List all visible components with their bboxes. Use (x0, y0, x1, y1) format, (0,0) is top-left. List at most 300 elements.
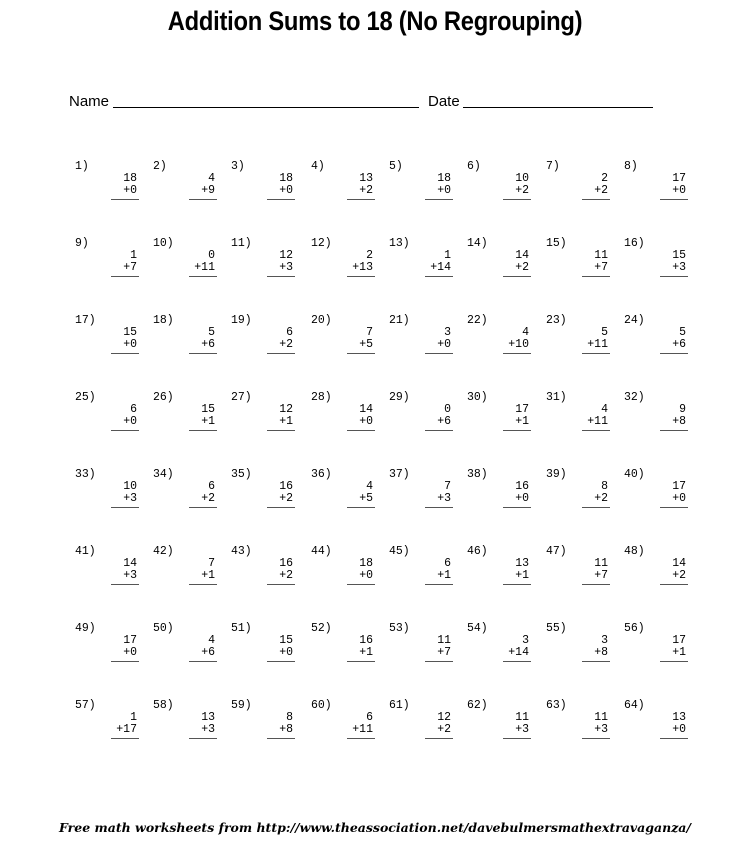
addend-bottom: +1 (437, 569, 451, 582)
addend-bottom: +14 (430, 261, 451, 274)
answer-line[interactable] (582, 738, 610, 739)
addend-bottom: +0 (123, 338, 137, 351)
problem-21 (389, 315, 459, 375)
addend-top: 13 (515, 557, 529, 570)
answer-line[interactable] (425, 738, 453, 739)
problem-24 (624, 315, 694, 375)
answer-line[interactable] (503, 738, 531, 739)
problem-number: 57) (75, 699, 96, 712)
answer-line[interactable] (347, 661, 375, 662)
addend-top: 18 (359, 557, 373, 570)
addend-top: 14 (359, 403, 373, 416)
addend-top: 17 (515, 403, 529, 416)
answer-line[interactable] (582, 430, 610, 431)
answer-line[interactable] (267, 430, 295, 431)
worksheet-title: Addition Sums to 18 (No Regrouping) (167, 6, 583, 36)
problem-57 (75, 700, 145, 760)
answer-line[interactable] (582, 661, 610, 662)
answer-line[interactable] (660, 507, 688, 508)
answer-line[interactable] (347, 353, 375, 354)
problem-number: 60) (311, 699, 332, 712)
addend-bottom: +1 (201, 569, 215, 582)
problem-37 (389, 469, 459, 529)
problem-number: 1) (75, 160, 89, 173)
addend-bottom: +8 (672, 415, 686, 428)
problem-number: 24) (624, 314, 645, 327)
problem-number: 47) (546, 545, 567, 558)
name-field-line[interactable] (113, 107, 419, 108)
addend-top: 1 (444, 249, 451, 262)
problem-60 (311, 700, 381, 760)
addend-top: 2 (601, 172, 608, 185)
problem-number: 34) (153, 468, 174, 481)
addend-bottom: +1 (515, 569, 529, 582)
addend-bottom: +3 (437, 492, 451, 505)
problem-47 (546, 546, 616, 606)
answer-line[interactable] (425, 584, 453, 585)
problem-number: 39) (546, 468, 567, 481)
problem-38 (467, 469, 537, 529)
addend-bottom: +0 (437, 184, 451, 197)
addend-top: 17 (672, 480, 686, 493)
problem-number: 46) (467, 545, 488, 558)
addend-bottom: +11 (194, 261, 215, 274)
problem-51 (231, 623, 301, 683)
addend-top: 7 (444, 480, 451, 493)
problem-number: 56) (624, 622, 645, 635)
problem-number: 18) (153, 314, 174, 327)
addend-top: 11 (594, 557, 608, 570)
addend-top: 16 (359, 634, 373, 647)
addend-bottom: +5 (359, 492, 373, 505)
answer-line[interactable] (111, 199, 139, 200)
addend-top: 18 (279, 172, 293, 185)
problem-1 (75, 161, 145, 221)
addend-bottom: +0 (672, 723, 686, 736)
addend-bottom: +7 (594, 569, 608, 582)
answer-line[interactable] (347, 738, 375, 739)
answer-line[interactable] (660, 199, 688, 200)
addend-top: 6 (444, 557, 451, 570)
problem-17 (75, 315, 145, 375)
problem-15 (546, 238, 616, 298)
answer-line[interactable] (503, 661, 531, 662)
addend-bottom: +8 (594, 646, 608, 659)
date-field-line[interactable] (463, 107, 653, 108)
problem-46 (467, 546, 537, 606)
problem-number: 64) (624, 699, 645, 712)
answer-line[interactable] (582, 353, 610, 354)
addend-bottom: +11 (587, 338, 608, 351)
problem-number: 43) (231, 545, 252, 558)
problem-36 (311, 469, 381, 529)
addend-bottom: +2 (279, 492, 293, 505)
addend-bottom: +0 (359, 569, 373, 582)
problem-34 (153, 469, 223, 529)
problem-56 (624, 623, 694, 683)
addend-bottom: +0 (123, 646, 137, 659)
addend-top: 8 (286, 711, 293, 724)
date-label: Date (428, 93, 460, 110)
problem-number: 50) (153, 622, 174, 635)
answer-line[interactable] (111, 353, 139, 354)
answer-line[interactable] (425, 276, 453, 277)
answer-line[interactable] (267, 661, 295, 662)
addend-top: 3 (601, 634, 608, 647)
addend-bottom: +6 (672, 338, 686, 351)
name-label: Name (69, 93, 110, 110)
problem-44 (311, 546, 381, 606)
addend-top: 6 (286, 326, 293, 339)
addend-top: 5 (601, 326, 608, 339)
problem-28 (311, 392, 381, 452)
problem-6 (467, 161, 537, 221)
problem-number: 36) (311, 468, 332, 481)
answer-line[interactable] (267, 584, 295, 585)
problem-23 (546, 315, 616, 375)
problem-number: 20) (311, 314, 332, 327)
addend-top: 11 (594, 711, 608, 724)
problem-number: 58) (153, 699, 174, 712)
addend-top: 12 (279, 403, 293, 416)
problem-10 (153, 238, 223, 298)
addend-bottom: +6 (437, 415, 451, 428)
addend-bottom: +1 (359, 646, 373, 659)
addend-top: 18 (123, 172, 137, 185)
addend-bottom: +3 (123, 492, 137, 505)
problem-number: 16) (624, 237, 645, 250)
problem-number: 2) (153, 160, 167, 173)
addend-bottom: +2 (201, 492, 215, 505)
addend-top: 2 (366, 249, 373, 262)
problem-62 (467, 700, 537, 760)
problem-16 (624, 238, 694, 298)
addend-top: 12 (437, 711, 451, 724)
addend-top: 10 (515, 172, 529, 185)
problem-39 (546, 469, 616, 529)
addend-bottom: +0 (123, 184, 137, 197)
addend-top: 6 (208, 480, 215, 493)
answer-line[interactable] (660, 661, 688, 662)
addend-bottom: +7 (123, 261, 137, 274)
addend-bottom: +2 (672, 569, 686, 582)
answer-line[interactable] (582, 199, 610, 200)
problem-number: 17) (75, 314, 96, 327)
problem-number: 37) (389, 468, 410, 481)
answer-line[interactable] (111, 430, 139, 431)
addend-top: 16 (279, 480, 293, 493)
answer-line[interactable] (503, 199, 531, 200)
problem-54 (467, 623, 537, 683)
addend-top: 14 (123, 557, 137, 570)
problem-25 (75, 392, 145, 452)
answer-line[interactable] (189, 199, 217, 200)
problem-number: 22) (467, 314, 488, 327)
answer-line[interactable] (347, 199, 375, 200)
problem-number: 33) (75, 468, 96, 481)
problem-number: 61) (389, 699, 410, 712)
addend-bottom: +11 (587, 415, 608, 428)
answer-line[interactable] (189, 276, 217, 277)
addend-bottom: +0 (672, 184, 686, 197)
addend-bottom: +3 (201, 723, 215, 736)
addend-bottom: +14 (508, 646, 529, 659)
problem-42 (153, 546, 223, 606)
addend-bottom: +1 (279, 415, 293, 428)
answer-line[interactable] (267, 353, 295, 354)
footer-credit: Free math worksheets from http://www.theassociation.net/davebulmersmathextravaganza/ (59, 820, 691, 835)
problem-number: 62) (467, 699, 488, 712)
problem-50 (153, 623, 223, 683)
addend-top: 11 (594, 249, 608, 262)
answer-line[interactable] (111, 276, 139, 277)
addend-top: 4 (208, 172, 215, 185)
addend-top: 4 (208, 634, 215, 647)
addend-bottom: +2 (515, 261, 529, 274)
addend-top: 13 (672, 711, 686, 724)
problem-14 (467, 238, 537, 298)
answer-line[interactable] (347, 584, 375, 585)
addend-bottom: +11 (352, 723, 373, 736)
problem-number: 41) (75, 545, 96, 558)
problem-number: 32) (624, 391, 645, 404)
addend-bottom: +1 (201, 415, 215, 428)
addend-bottom: +0 (279, 646, 293, 659)
addend-top: 5 (679, 326, 686, 339)
answer-line[interactable] (425, 661, 453, 662)
answer-line[interactable] (503, 353, 531, 354)
addend-top: 6 (130, 403, 137, 416)
problem-number: 28) (311, 391, 332, 404)
problem-32 (624, 392, 694, 452)
problem-53 (389, 623, 459, 683)
problem-26 (153, 392, 223, 452)
answer-line[interactable] (111, 584, 139, 585)
problem-number: 49) (75, 622, 96, 635)
addend-bottom: +3 (672, 261, 686, 274)
addend-bottom: +3 (279, 261, 293, 274)
problem-number: 14) (467, 237, 488, 250)
addend-top: 11 (437, 634, 451, 647)
answer-line[interactable] (189, 430, 217, 431)
problem-5 (389, 161, 459, 221)
answer-line[interactable] (189, 353, 217, 354)
problem-number: 55) (546, 622, 567, 635)
addend-top: 4 (366, 480, 373, 493)
problem-55 (546, 623, 616, 683)
answer-line[interactable] (582, 507, 610, 508)
problem-2 (153, 161, 223, 221)
answer-line[interactable] (425, 353, 453, 354)
problem-49 (75, 623, 145, 683)
problem-number: 8) (624, 160, 638, 173)
addend-bottom: +2 (515, 184, 529, 197)
answer-line[interactable] (267, 199, 295, 200)
problem-number: 23) (546, 314, 567, 327)
answer-line[interactable] (189, 507, 217, 508)
addend-top: 15 (123, 326, 137, 339)
answer-line[interactable] (425, 199, 453, 200)
problem-number: 54) (467, 622, 488, 635)
addend-bottom: +10 (508, 338, 529, 351)
problem-number: 4) (311, 160, 325, 173)
addend-top: 15 (279, 634, 293, 647)
answer-line[interactable] (111, 661, 139, 662)
addend-bottom: +2 (437, 723, 451, 736)
problem-number: 52) (311, 622, 332, 635)
addend-top: 10 (123, 480, 137, 493)
problem-59 (231, 700, 301, 760)
addend-bottom: +2 (279, 338, 293, 351)
problem-number: 48) (624, 545, 645, 558)
addend-bottom: +0 (279, 184, 293, 197)
problem-number: 59) (231, 699, 252, 712)
problem-number: 38) (467, 468, 488, 481)
answer-line[interactable] (660, 584, 688, 585)
problem-22 (467, 315, 537, 375)
answer-line[interactable] (503, 430, 531, 431)
problem-number: 13) (389, 237, 410, 250)
addend-top: 4 (522, 326, 529, 339)
problem-43 (231, 546, 301, 606)
answer-line[interactable] (347, 430, 375, 431)
answer-line[interactable] (425, 507, 453, 508)
addend-top: 5 (208, 326, 215, 339)
addend-top: 4 (601, 403, 608, 416)
problem-18 (153, 315, 223, 375)
answer-line[interactable] (189, 584, 217, 585)
addend-bottom: +17 (116, 723, 137, 736)
problem-64 (624, 700, 694, 760)
problem-number: 15) (546, 237, 567, 250)
answer-line[interactable] (660, 430, 688, 431)
answer-line[interactable] (267, 507, 295, 508)
addend-bottom: +3 (515, 723, 529, 736)
answer-line[interactable] (111, 507, 139, 508)
problem-41 (75, 546, 145, 606)
problem-number: 26) (153, 391, 174, 404)
problem-3 (231, 161, 301, 221)
problem-number: 5) (389, 160, 403, 173)
problem-number: 29) (389, 391, 410, 404)
answer-line[interactable] (267, 738, 295, 739)
addend-bottom: +1 (515, 415, 529, 428)
problem-number: 10) (153, 237, 174, 250)
problem-31 (546, 392, 616, 452)
addend-top: 17 (672, 172, 686, 185)
answer-line[interactable] (582, 276, 610, 277)
answer-line[interactable] (111, 738, 139, 739)
addend-top: 15 (672, 249, 686, 262)
addend-bottom: +3 (123, 569, 137, 582)
addend-top: 18 (437, 172, 451, 185)
addend-bottom: +0 (437, 338, 451, 351)
problem-52 (311, 623, 381, 683)
problem-number: 40) (624, 468, 645, 481)
problem-33 (75, 469, 145, 529)
problem-4 (311, 161, 381, 221)
addend-top: 13 (201, 711, 215, 724)
addend-bottom: +5 (359, 338, 373, 351)
problem-13 (389, 238, 459, 298)
problem-number: 44) (311, 545, 332, 558)
problem-12 (311, 238, 381, 298)
answer-line[interactable] (503, 584, 531, 585)
addend-top: 7 (366, 326, 373, 339)
problem-61 (389, 700, 459, 760)
problem-number: 25) (75, 391, 96, 404)
problem-number: 42) (153, 545, 174, 558)
answer-line[interactable] (503, 507, 531, 508)
addend-top: 1 (130, 711, 137, 724)
addend-bottom: +0 (359, 415, 373, 428)
problem-number: 12) (311, 237, 332, 250)
addend-top: 13 (359, 172, 373, 185)
addend-top: 8 (601, 480, 608, 493)
problem-11 (231, 238, 301, 298)
addend-top: 17 (672, 634, 686, 647)
answer-line[interactable] (189, 661, 217, 662)
addend-bottom: +0 (672, 492, 686, 505)
addend-top: 16 (515, 480, 529, 493)
problem-number: 63) (546, 699, 567, 712)
problem-number: 31) (546, 391, 567, 404)
addend-top: 1 (130, 249, 137, 262)
answer-line[interactable] (503, 276, 531, 277)
addend-top: 0 (444, 403, 451, 416)
problem-45 (389, 546, 459, 606)
addend-bottom: +7 (437, 646, 451, 659)
answer-line[interactable] (660, 738, 688, 739)
answer-line[interactable] (582, 584, 610, 585)
problem-number: 11) (231, 237, 252, 250)
addend-bottom: +8 (279, 723, 293, 736)
addend-top: 3 (444, 326, 451, 339)
problem-number: 7) (546, 160, 560, 173)
problem-number: 3) (231, 160, 245, 173)
addend-top: 14 (672, 557, 686, 570)
addend-top: 7 (208, 557, 215, 570)
problem-number: 51) (231, 622, 252, 635)
problem-number: 53) (389, 622, 410, 635)
addend-bottom: +3 (594, 723, 608, 736)
answer-line[interactable] (347, 276, 375, 277)
addend-top: 0 (208, 249, 215, 262)
addend-bottom: +2 (594, 184, 608, 197)
addend-bottom: +6 (201, 646, 215, 659)
answer-line[interactable] (267, 276, 295, 277)
addend-top: 6 (366, 711, 373, 724)
problem-30 (467, 392, 537, 452)
answer-line[interactable] (660, 276, 688, 277)
addend-top: 3 (522, 634, 529, 647)
problem-number: 19) (231, 314, 252, 327)
addend-bottom: +9 (201, 184, 215, 197)
problem-63 (546, 700, 616, 760)
answer-line[interactable] (189, 738, 217, 739)
problem-number: 30) (467, 391, 488, 404)
answer-line[interactable] (347, 507, 375, 508)
answer-line[interactable] (660, 353, 688, 354)
addend-top: 16 (279, 557, 293, 570)
problem-20 (311, 315, 381, 375)
answer-line[interactable] (425, 430, 453, 431)
addend-top: 14 (515, 249, 529, 262)
problem-number: 21) (389, 314, 410, 327)
addend-bottom: +2 (359, 184, 373, 197)
problem-9 (75, 238, 145, 298)
problem-29 (389, 392, 459, 452)
